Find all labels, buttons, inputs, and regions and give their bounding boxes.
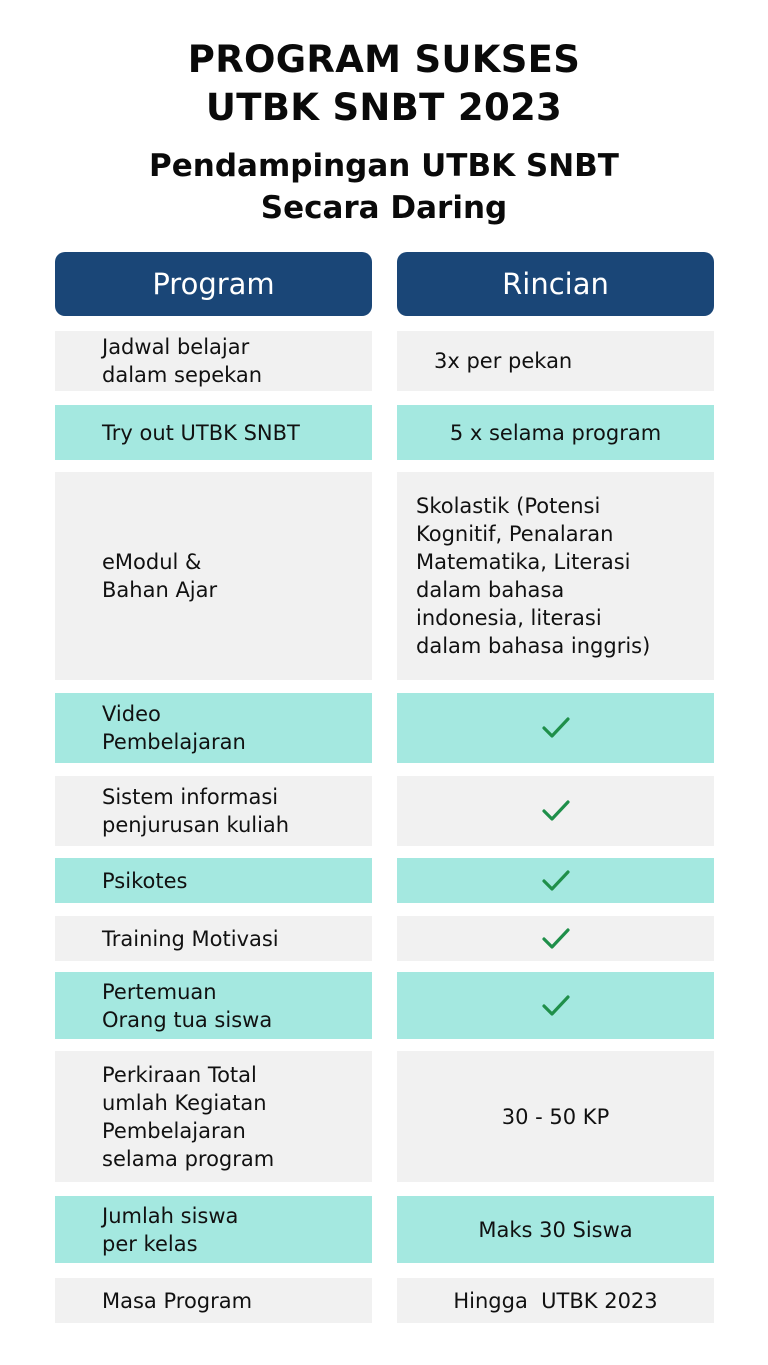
table-row-rincian xyxy=(397,916,714,961)
table-row-program xyxy=(55,1051,372,1182)
program-label: Sistem informasi penjurusan kuliah xyxy=(102,785,290,837)
table-row-rincian xyxy=(397,472,714,680)
column-header-program: Program xyxy=(55,252,372,316)
table-row-program xyxy=(55,1278,372,1323)
table-row-program xyxy=(55,1196,372,1263)
table-row-program xyxy=(55,972,372,1039)
program-label: Try out UTBK SNBT xyxy=(102,420,300,445)
table-row-rincian xyxy=(397,858,714,903)
table-row-rincian xyxy=(397,1278,714,1323)
table-row-program xyxy=(55,858,372,903)
table-row-program xyxy=(55,776,372,846)
checkmark-icon xyxy=(542,799,570,823)
program-label: Video Pembelajaran xyxy=(102,702,246,754)
table-row-rincian xyxy=(397,1196,714,1263)
checkmark-icon xyxy=(542,994,570,1018)
column-header-rincian: Rincian xyxy=(397,252,714,316)
table-row-rincian xyxy=(397,776,714,846)
rincian-value: 3x per pekan xyxy=(434,349,573,373)
table-row-rincian xyxy=(397,693,714,763)
program-label: Perkiraan Total umlah Kegiatan Pembelajaran selama program xyxy=(102,1062,275,1171)
rincian-value: 5 x selama program xyxy=(449,420,662,445)
table-row-rincian xyxy=(397,331,714,391)
table-row-program xyxy=(55,472,372,680)
checkmark-icon xyxy=(542,716,570,740)
program-label: Jadwal belajar dalam sepekan xyxy=(102,335,263,387)
page-title-year: UTBK SNBT 2023 xyxy=(205,86,563,129)
page-subtitle: Pendampingan UTBK SNBT xyxy=(149,148,619,184)
rincian-value: 30 - 50 KP xyxy=(501,1104,610,1129)
table-row-program xyxy=(55,331,372,391)
program-label: Training Motivasi xyxy=(102,926,279,951)
rincian-value: Hingga UTBK 2023 xyxy=(453,1288,658,1313)
table-row-program xyxy=(55,916,372,961)
table-row-rincian xyxy=(397,405,714,460)
table-row-rincian xyxy=(397,972,714,1039)
program-label: Psikotes xyxy=(102,868,188,893)
table-row-program xyxy=(55,405,372,460)
rincian-value: Maks 30 Siswa xyxy=(478,1217,633,1242)
program-label: eModul & Bahan Ajar xyxy=(102,550,218,602)
rincian-value: Skolastik (Potensi Kognitif, Penalaran Matematika, Literasi dalam bahasa indonesia, literasi dalam bahasa inggris) xyxy=(416,494,651,658)
checkmark-icon xyxy=(542,927,570,951)
program-label: Jumlah siswa per kelas xyxy=(102,1203,239,1256)
table-row-program xyxy=(55,693,372,763)
table-row-rincian xyxy=(397,1051,714,1182)
page-title: PROGRAM SUKSES xyxy=(187,38,581,81)
checkmark-icon xyxy=(542,869,570,893)
program-label: Pertemuan Orang tua siswa xyxy=(102,979,273,1032)
page-subtitle-mode: Secara Daring xyxy=(260,190,508,226)
program-label: Masa Program xyxy=(102,1288,253,1313)
